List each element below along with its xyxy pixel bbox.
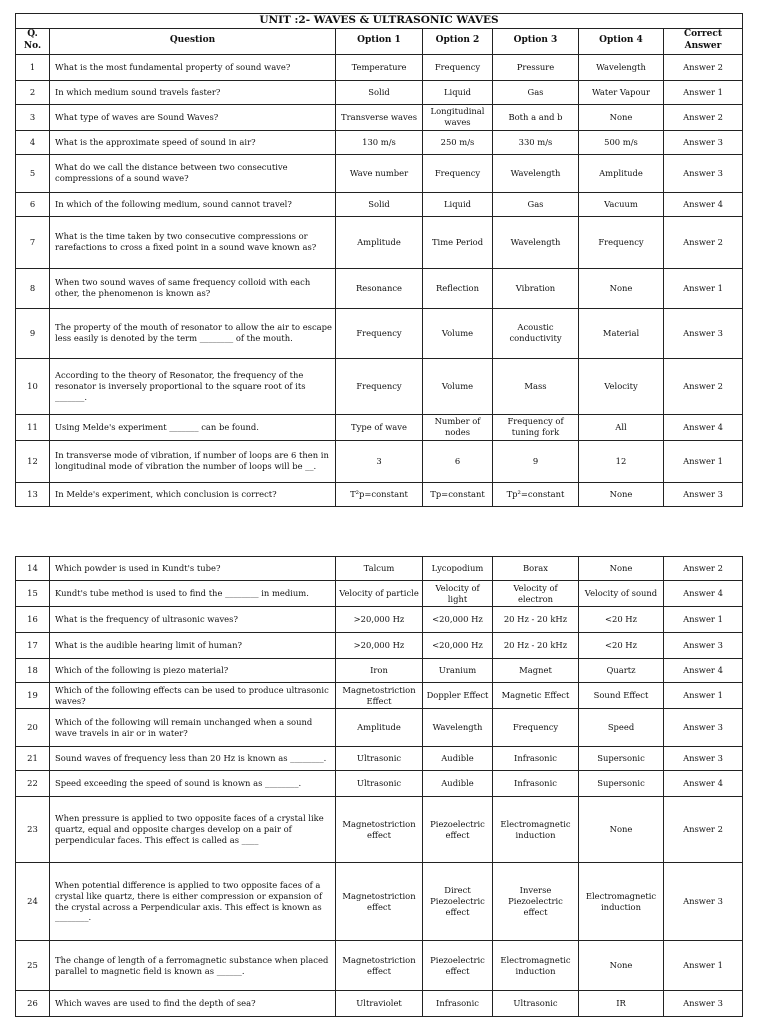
q-number: 3 <box>16 104 50 130</box>
q-number: 2 <box>16 80 50 104</box>
option-4: None <box>579 482 664 506</box>
option-3: Wavelength <box>493 154 579 192</box>
table-row <box>16 747 743 771</box>
option-3: Pressure <box>493 54 579 80</box>
q-number: 25 <box>16 941 50 991</box>
header-option2: Option 2 <box>423 28 493 54</box>
question-text: Which powder is used in Kundt's tube? <box>50 557 336 581</box>
option-2: Number of nodes <box>423 414 493 440</box>
table-row <box>16 482 743 506</box>
option-1: Ultraviolet <box>336 991 423 1017</box>
option-3: Frequency <box>493 709 579 747</box>
option-1: T²p=constant <box>336 482 423 506</box>
option-4: None <box>579 797 664 863</box>
table-row <box>16 308 743 358</box>
header-option1: Option 1 <box>336 28 423 54</box>
question-text: Which waves are used to find the depth of sea? <box>50 991 336 1017</box>
q-number: 21 <box>16 747 50 771</box>
correct-answer: Answer 2 <box>664 54 743 80</box>
question-text: Using Melde's experiment _______ can be found. <box>50 414 336 440</box>
option-1: Amplitude <box>336 216 423 268</box>
table-row <box>16 991 743 1017</box>
option-3: Gas <box>493 192 579 216</box>
option-4: <20 Hz <box>579 633 664 659</box>
correct-answer: Answer 3 <box>664 308 743 358</box>
header-correct-answer: Correct Answer <box>664 28 743 54</box>
option-1: Ultrasonic <box>336 771 423 797</box>
question-text: Which of the following will remain unchanged when a sound wave travels in air or in water? <box>50 709 336 747</box>
question-text: What is the most fundamental property of sound wave? <box>50 54 336 80</box>
table-row <box>16 581 743 607</box>
table-row <box>16 192 743 216</box>
question-text: Sound waves of frequency less than 20 Hz is known as ________. <box>50 747 336 771</box>
option-4: Supersonic <box>579 747 664 771</box>
option-2: Time Period <box>423 216 493 268</box>
table-row <box>16 414 743 440</box>
table-row <box>16 709 743 747</box>
option-3: 20 Hz - 20 kHz <box>493 633 579 659</box>
option-4: Vacuum <box>579 192 664 216</box>
correct-answer: Answer 2 <box>664 358 743 414</box>
option-2: Uranium <box>423 659 493 683</box>
table-row <box>16 154 743 192</box>
question-text: When potential difference is applied to two opposite faces of a crystal like quartz, there is either compression or expansion of the crystal across a Perpendicular axis. This effect is known as ________. <box>50 863 336 941</box>
correct-answer: Answer 1 <box>664 80 743 104</box>
option-2: 250 m/s <box>423 130 493 154</box>
table-row <box>16 216 743 268</box>
option-4: None <box>579 268 664 308</box>
option-2: <20,000 Hz <box>423 607 493 633</box>
question-text: What is the audible hearing limit of human? <box>50 633 336 659</box>
correct-answer: Answer 1 <box>664 607 743 633</box>
correct-answer: Answer 4 <box>664 581 743 607</box>
option-3: Borax <box>493 557 579 581</box>
q-number: 20 <box>16 709 50 747</box>
q-number: 10 <box>16 358 50 414</box>
option-4: Amplitude <box>579 154 664 192</box>
correct-answer: Answer 3 <box>664 130 743 154</box>
option-1: Talcum <box>336 557 423 581</box>
question-text: When pressure is applied to two opposite faces of a crystal like quartz, equal and opposite charges develop on a pair of perpendicular faces. This effect is called as ____ <box>50 797 336 863</box>
option-2: Frequency <box>423 154 493 192</box>
table-row <box>16 941 743 991</box>
q-number: 9 <box>16 308 50 358</box>
option-4: Velocity of sound <box>579 581 664 607</box>
header-question: Question <box>50 28 336 54</box>
questions-table-1 <box>15 13 743 507</box>
option-2: 6 <box>423 440 493 482</box>
option-2: Volume <box>423 308 493 358</box>
option-1: Iron <box>336 659 423 683</box>
q-number: 18 <box>16 659 50 683</box>
table-row <box>16 130 743 154</box>
correct-answer: Answer 1 <box>664 268 743 308</box>
option-1: >20,000 Hz <box>336 633 423 659</box>
option-1: Type of wave <box>336 414 423 440</box>
option-4: <20 Hz <box>579 607 664 633</box>
correct-answer: Answer 2 <box>664 104 743 130</box>
option-3: 9 <box>493 440 579 482</box>
q-number: 12 <box>16 440 50 482</box>
option-1: >20,000 Hz <box>336 607 423 633</box>
option-3: Velocity of electron <box>493 581 579 607</box>
option-3: Magnet <box>493 659 579 683</box>
table-row <box>16 771 743 797</box>
q-number: 13 <box>16 482 50 506</box>
table-row <box>16 440 743 482</box>
q-number: 15 <box>16 581 50 607</box>
option-3: 20 Hz - 20 kHz <box>493 607 579 633</box>
question-text: What is the frequency of ultrasonic waves? <box>50 607 336 633</box>
q-number: 26 <box>16 991 50 1017</box>
correct-answer: Answer 4 <box>664 192 743 216</box>
q-number: 1 <box>16 54 50 80</box>
option-1: Magnetostriction Effect <box>336 683 423 709</box>
option-1: Magnetostriction effect <box>336 941 423 991</box>
option-3: 330 m/s <box>493 130 579 154</box>
option-3: Vibration <box>493 268 579 308</box>
option-2: Piezoelectric effect <box>423 941 493 991</box>
correct-answer: Answer 1 <box>664 683 743 709</box>
option-2: Piezoelectric effect <box>423 797 493 863</box>
q-number: 4 <box>16 130 50 154</box>
question-text: What do we call the distance between two consecutive compressions of a sound wave? <box>50 154 336 192</box>
q-number: 6 <box>16 192 50 216</box>
option-4: Speed <box>579 709 664 747</box>
question-text: When two sound waves of same frequency colloid with each other, the phenomenon is known as? <box>50 268 336 308</box>
table-row <box>16 633 743 659</box>
option-3: Electromagnetic induction <box>493 941 579 991</box>
q-number: 24 <box>16 863 50 941</box>
question-text: According to the theory of Resonator, the frequency of the resonator is inversely proportional to the square root of its _______. <box>50 358 336 414</box>
option-3: Both a and b <box>493 104 579 130</box>
option-3: Infrasonic <box>493 771 579 797</box>
table-row <box>16 607 743 633</box>
option-2: Direct Piezoelectric effect <box>423 863 493 941</box>
questions-table-2 <box>15 556 743 1017</box>
option-1: Temperature <box>336 54 423 80</box>
header-row <box>16 28 743 54</box>
table-row <box>16 683 743 709</box>
option-2: Frequency <box>423 54 493 80</box>
table-row <box>16 659 743 683</box>
question-text: In which of the following medium, sound cannot travel? <box>50 192 336 216</box>
correct-answer: Answer 4 <box>664 659 743 683</box>
option-1: Solid <box>336 80 423 104</box>
correct-answer: Answer 3 <box>664 863 743 941</box>
option-1: Frequency <box>336 358 423 414</box>
option-3: Mass <box>493 358 579 414</box>
option-3: Inverse Piezoelectric effect <box>493 863 579 941</box>
unit-title: UNIT :2- WAVES & ULTRASONIC WAVES <box>16 14 743 29</box>
option-2: Audible <box>423 771 493 797</box>
q-number: 23 <box>16 797 50 863</box>
q-number: 11 <box>16 414 50 440</box>
option-3: Magnetic Effect <box>493 683 579 709</box>
correct-answer: Answer 2 <box>664 797 743 863</box>
option-1: Wave number <box>336 154 423 192</box>
correct-answer: Answer 3 <box>664 633 743 659</box>
question-text: The property of the mouth of resonator to allow the air to escape less easily is denoted by the term ________ of the mouth. <box>50 308 336 358</box>
header-qno: Q. No. <box>16 28 50 54</box>
table-row <box>16 557 743 581</box>
header-option3: Option 3 <box>493 28 579 54</box>
option-4: None <box>579 557 664 581</box>
option-3: Acoustic conductivity <box>493 308 579 358</box>
option-4: Material <box>579 308 664 358</box>
question-text: Which of the following is piezo material? <box>50 659 336 683</box>
option-1: Ultrasonic <box>336 747 423 771</box>
option-1: Amplitude <box>336 709 423 747</box>
q-number: 19 <box>16 683 50 709</box>
option-2: Lycopodium <box>423 557 493 581</box>
question-text: What is the time taken by two consecutive compressions or rarefactions to cross a fixed point in a sound wave known as? <box>50 216 336 268</box>
q-number: 5 <box>16 154 50 192</box>
option-4: 12 <box>579 440 664 482</box>
q-number: 17 <box>16 633 50 659</box>
correct-answer: Answer 3 <box>664 482 743 506</box>
correct-answer: Answer 2 <box>664 216 743 268</box>
option-3: Electromagnetic induction <box>493 797 579 863</box>
option-4: None <box>579 104 664 130</box>
option-3: Ultrasonic <box>493 991 579 1017</box>
table-row <box>16 54 743 80</box>
option-1: Transverse waves <box>336 104 423 130</box>
option-1: Magnetostriction effect <box>336 863 423 941</box>
option-1: Velocity of particle <box>336 581 423 607</box>
question-text: What type of waves are Sound Waves? <box>50 104 336 130</box>
option-3: Wavelength <box>493 216 579 268</box>
option-3: Gas <box>493 80 579 104</box>
option-1: Resonance <box>336 268 423 308</box>
correct-answer: Answer 3 <box>664 747 743 771</box>
option-2: Infrasonic <box>423 991 493 1017</box>
option-2: Liquid <box>423 80 493 104</box>
option-1: 130 m/s <box>336 130 423 154</box>
question-text: What is the approximate speed of sound in air? <box>50 130 336 154</box>
correct-answer: Answer 4 <box>664 771 743 797</box>
table-row <box>16 104 743 130</box>
question-text: In Melde's experiment, which conclusion is correct? <box>50 482 336 506</box>
option-4: Supersonic <box>579 771 664 797</box>
option-4: Quartz <box>579 659 664 683</box>
question-text: In transverse mode of vibration, if number of loops are 6 then in longitudinal mode of vibration the number of loops will be __. <box>50 440 336 482</box>
correct-answer: Answer 1 <box>664 941 743 991</box>
correct-answer: Answer 4 <box>664 414 743 440</box>
table-row <box>16 863 743 941</box>
option-4: 500 m/s <box>579 130 664 154</box>
option-2: Velocity of light <box>423 581 493 607</box>
q-number: 7 <box>16 216 50 268</box>
header-option4: Option 4 <box>579 28 664 54</box>
table-row <box>16 268 743 308</box>
question-text: In which medium sound travels faster? <box>50 80 336 104</box>
correct-answer: Answer 3 <box>664 154 743 192</box>
option-2: Tp=constant <box>423 482 493 506</box>
option-4: Velocity <box>579 358 664 414</box>
correct-answer: Answer 2 <box>664 557 743 581</box>
option-2: Audible <box>423 747 493 771</box>
question-text: Kundt's tube method is used to find the ________ in medium. <box>50 581 336 607</box>
option-4: Frequency <box>579 216 664 268</box>
option-4: IR <box>579 991 664 1017</box>
question-text: Which of the following effects can be used to produce ultrasonic waves? <box>50 683 336 709</box>
correct-answer: Answer 3 <box>664 709 743 747</box>
option-3: Frequency of tuning fork <box>493 414 579 440</box>
option-1: Frequency <box>336 308 423 358</box>
option-2: Reflection <box>423 268 493 308</box>
option-4: All <box>579 414 664 440</box>
option-2: <20,000 Hz <box>423 633 493 659</box>
q-number: 22 <box>16 771 50 797</box>
correct-answer: Answer 1 <box>664 440 743 482</box>
question-text: The change of length of a ferromagnetic substance when placed parallel to magnetic field is known as ______. <box>50 941 336 991</box>
option-2: Liquid <box>423 192 493 216</box>
option-2: Volume <box>423 358 493 414</box>
correct-answer: Answer 3 <box>664 991 743 1017</box>
option-4: Wavelength <box>579 54 664 80</box>
q-number: 8 <box>16 268 50 308</box>
q-number: 16 <box>16 607 50 633</box>
option-1: Solid <box>336 192 423 216</box>
option-4: Water Vapour <box>579 80 664 104</box>
option-3: Tp²=constant <box>493 482 579 506</box>
table-row <box>16 797 743 863</box>
option-2: Wavelength <box>423 709 493 747</box>
q-number: 14 <box>16 557 50 581</box>
table-row <box>16 80 743 104</box>
option-4: None <box>579 941 664 991</box>
option-2: Longitudinal waves <box>423 104 493 130</box>
table-row <box>16 358 743 414</box>
option-1: 3 <box>336 440 423 482</box>
question-text: Speed exceeding the speed of sound is known as ________. <box>50 771 336 797</box>
option-4: Sound Effect <box>579 683 664 709</box>
option-2: Doppler Effect <box>423 683 493 709</box>
option-3: Infrasonic <box>493 747 579 771</box>
option-4: Electromagnetic induction <box>579 863 664 941</box>
option-1: Magnetostriction effect <box>336 797 423 863</box>
